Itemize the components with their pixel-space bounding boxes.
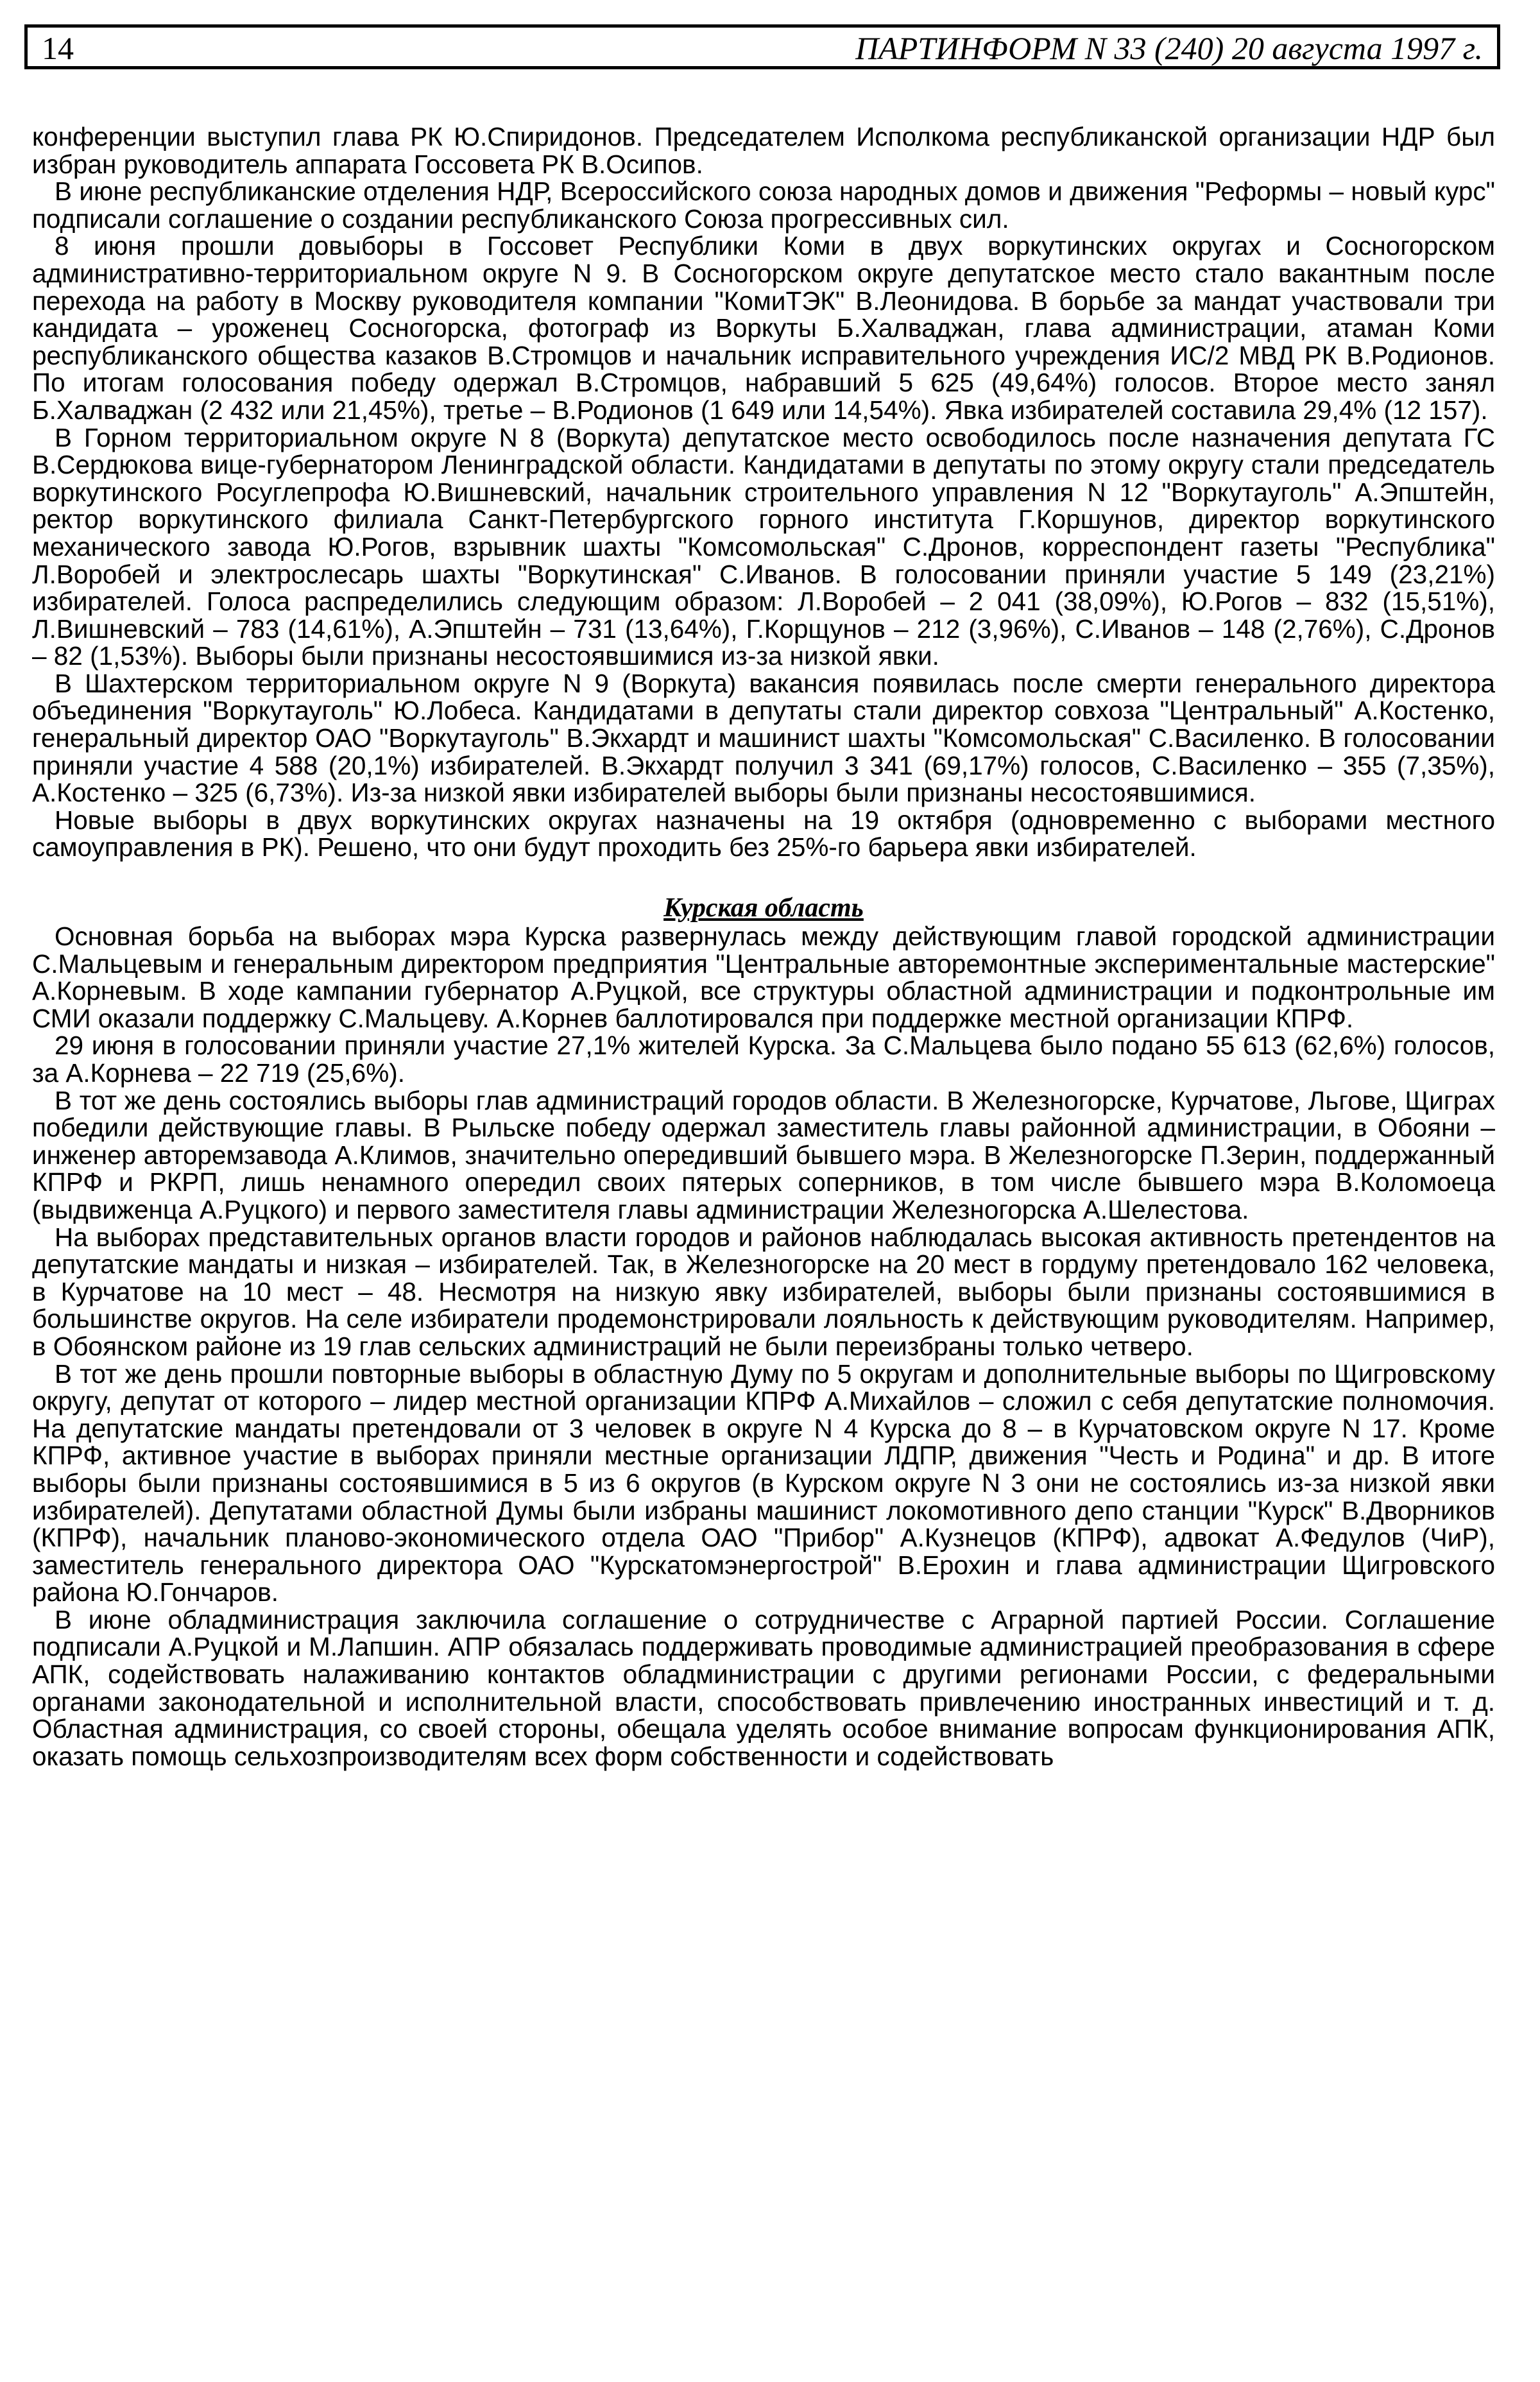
- paragraph: В июне обладминистрация заключила соглашение о сотрудничестве с Аграрной партией России. Соглашение подписали А.Руцкой и М.Лапшин. АПР обязалась поддерживать проводимые администрацией преобразования в сфере АПК, содействовать налаживанию контактов обладминистрации с другими регионами России, с федеральными органами законодательной и исполнительной власти, способствовать привлечению иностранных инвестиций и т. д. Областная администрация, со своей стороны, обещала уделять особое внимание вопросам функционирования АПК, оказать помощь сельхозпроизводителям всех форм собственности и содействовать: [32, 1604, 1495, 1771]
- page-number: 14: [42, 30, 74, 66]
- paragraph: конференции выступил глава РК Ю.Спиридонов. Председателем Исполкома республиканской организации НДР был избран руководитель аппарата Госсовета РК В.Осипов.: [32, 122, 1495, 179]
- paragraph: На выборах представительных органов власти городов и районов наблюдалась высокая активность претендентов на депутатские мандаты и низкая – избирателей. Так, в Железногорске на 20 мест в гордуму претендовало 162 человека, в Курчатове на 10 мест – 48. Несмотря на низкую явку избирателей, выборы были признаны состоявшимися в большинстве округов. На селе избиратели продемонстрировали лояльность к действующим руководителям. Например, в Обоянском районе из 19 глав сельских администраций не были переизбраны только четверо.: [32, 1222, 1495, 1361]
- paragraph: В тот же день состоялись выборы глав администраций городов области. В Железногорске, Курчатове, Льгове, Щиграх победили действующие главы. В Рыльске победу одержал заместитель главы районной администрации, в Обояни – инженер авторемзавода А.Климов, значительно опередивший бывшего мэра. В Железногорске П.Зерин, поддержанный КПРФ и РКРП, лишь ненамного опередил своих пятерых соперников, в том числе бывшего мэра В.Коломоеца (выдвиженца А.Руцкого) и первого заместителя главы администрации Железногорска А.Шелестова.: [32, 1085, 1495, 1224]
- paragraph: В Горном территориальном округе N 8 (Воркута) депутатское место освободилось после назначения депутата ГС В.Сердюкова вице-губернатором Ленинградской области. Кандидатами в депутаты по этому округу стали председатель воркутинского Росуглепрофа Ю.Вишневский, начальник строительного управления N 12 "Воркутауголь" А.Эпштейн, ректор воркутинского филиала Санкт-Петербургского горного института Г.Коршунов, директор воркутинского механического завода Ю.Рогов, взрывник шахты "Комсомольская" С.Дронов, корреспондент газеты "Республика" Л.Воробей и электрослесарь шахты "Воркутинская" С.Иванов. В голосовании приняли участие 5 149 (23,21%) избирателей. Голоса распределились следующим образом: Л.Воробей – 2 041 (38,09%), Ю.Рогов – 832 (15,51%), Л.Вишневский – 783 (14,61%), А.Эпштейн – 731 (13,64%), Г.Корщунов – 212 (3,96%), С.Иванов – 148 (2,76%), С.Дронов – 82 (1,53%). Выборы были признаны несостоявшимися из-за низкой явки.: [32, 422, 1495, 671]
- publication-title: ПАРТИНФОРМ N 33 (240) 20 августа 1997 г.: [855, 30, 1483, 66]
- paragraph: В тот же день прошли повторные выборы в областную Думу по 5 округам и дополнительные выборы по Щигровскому округу, депутат от которого – лидер местной организации КПРФ А.Михайлов – сложил с себя депутатские полномочия. На депутатские мандаты претендовали от 3 человек в округе N 4 Курска до 8 – в Курчатовском округе N 17. Кроме КПРФ, активное участие в выборах приняли местные организации ЛДПР, движения "Честь и Родина" и др. В итоге выборы были признаны состоявшимися в 5 из 6 округов (в Курском округе N 3 они не состоялись из-за низкой явки избирателей). Депутатами областной Думы были избраны машинист локомотивного депо станции "Курск" В.Дворников (КПРФ), начальник планово-экономического отдела ОАО "Прибор" А.Кузнецов (КПРФ), адвокат А.Федулов (ЧиР), заместитель генерального директора ОАО "Курскатомэнергострой" В.Ерохин и глава администрации Щигровского района Ю.Гончаров.: [32, 1358, 1495, 1607]
- page-header: [24, 24, 1500, 69]
- paragraph: В Шахтерском территориальном округе N 9 (Воркута) вакансия появилась после смерти генерального директора объединения "Воркутауголь" Ю.Лобеса. Кандидатами в депутаты стали директор совхоза "Центральный" А.Костенко, генеральный директор ОАО "Воркутауголь" В.Экхардт и машинист шахты "Комсомольская" С.Василенко. В голосовании приняли участие 4 588 (20,1%) избирателей. В.Экхардт получил 3 341 (69,17%) голосов, С.Василенко – 355 (7,35%), А.Костенко – 325 (6,73%). Из-за низкой явки избирателей выборы были признаны несостоявшимися.: [32, 668, 1495, 808]
- section-heading: Курская область: [663, 893, 864, 923]
- paragraph: 29 июня в голосовании приняли участие 27,1% жителей Курска. За С.Мальцева было подано 55 613 (62,6%) голосов, за А.Корнева – 22 719 (25,6%).: [32, 1031, 1495, 1088]
- paragraph: Основная борьба на выборах мэра Курска развернулась между действующим главой городской администрации С.Мальцевым и генеральным директором предприятия "Центральные авторемонтные экспериментальные мастерские" А.Корневым. В ходе кампании губернатор А.Руцкой, все структуры областной администрации и подконтрольные им СМИ оказали поддержку С.Мальцеву. А.Корнев баллотировался при поддержке местной организации КПРФ.: [32, 921, 1495, 1033]
- article-body: [32, 123, 1495, 1770]
- paragraph: Новые выборы в двух воркутинских округах назначены на 19 октября (одновременно с выборами местного самоуправления в РК). Решено, что они будут проходить без 25%-го барьера явки избирателей.: [32, 805, 1495, 862]
- paragraph: 8 июня прошли довыборы в Госсовет Республики Коми в двух воркутинских округах и Сосногорском административно-территориальном округе N 9. В Сосногорском округе депутатское место стало вакантным после перехода на работу в Москву руководителя компании "КомиТЭК" В.Леонидова. В борьбе за мандат участвовали три кандидата – уроженец Сосногорска, фотограф из Воркуты Б.Халваджан, глава администрации, атаман Коми республиканского общества казаков В.Стромцов и начальник исправительного учреждения ИС/2 МВД РК В.Родионов. По итогам голосования победу одержал В.Стромцов, набравший 5 625 (49,64%) голосов. Второе место занял Б.Халваджан (2 432 или 21,45%), третье – В.Родионов (1 649 или 14,54%). Явка избирателей составила 29,4% (12 157).: [32, 231, 1495, 425]
- paragraph: В июне республиканские отделения НДР, Всероссийского союза народных домов и движения "Реформы – новый курс" подписали соглашение о создании республиканского Союза прогрессивных сил.: [32, 176, 1495, 234]
